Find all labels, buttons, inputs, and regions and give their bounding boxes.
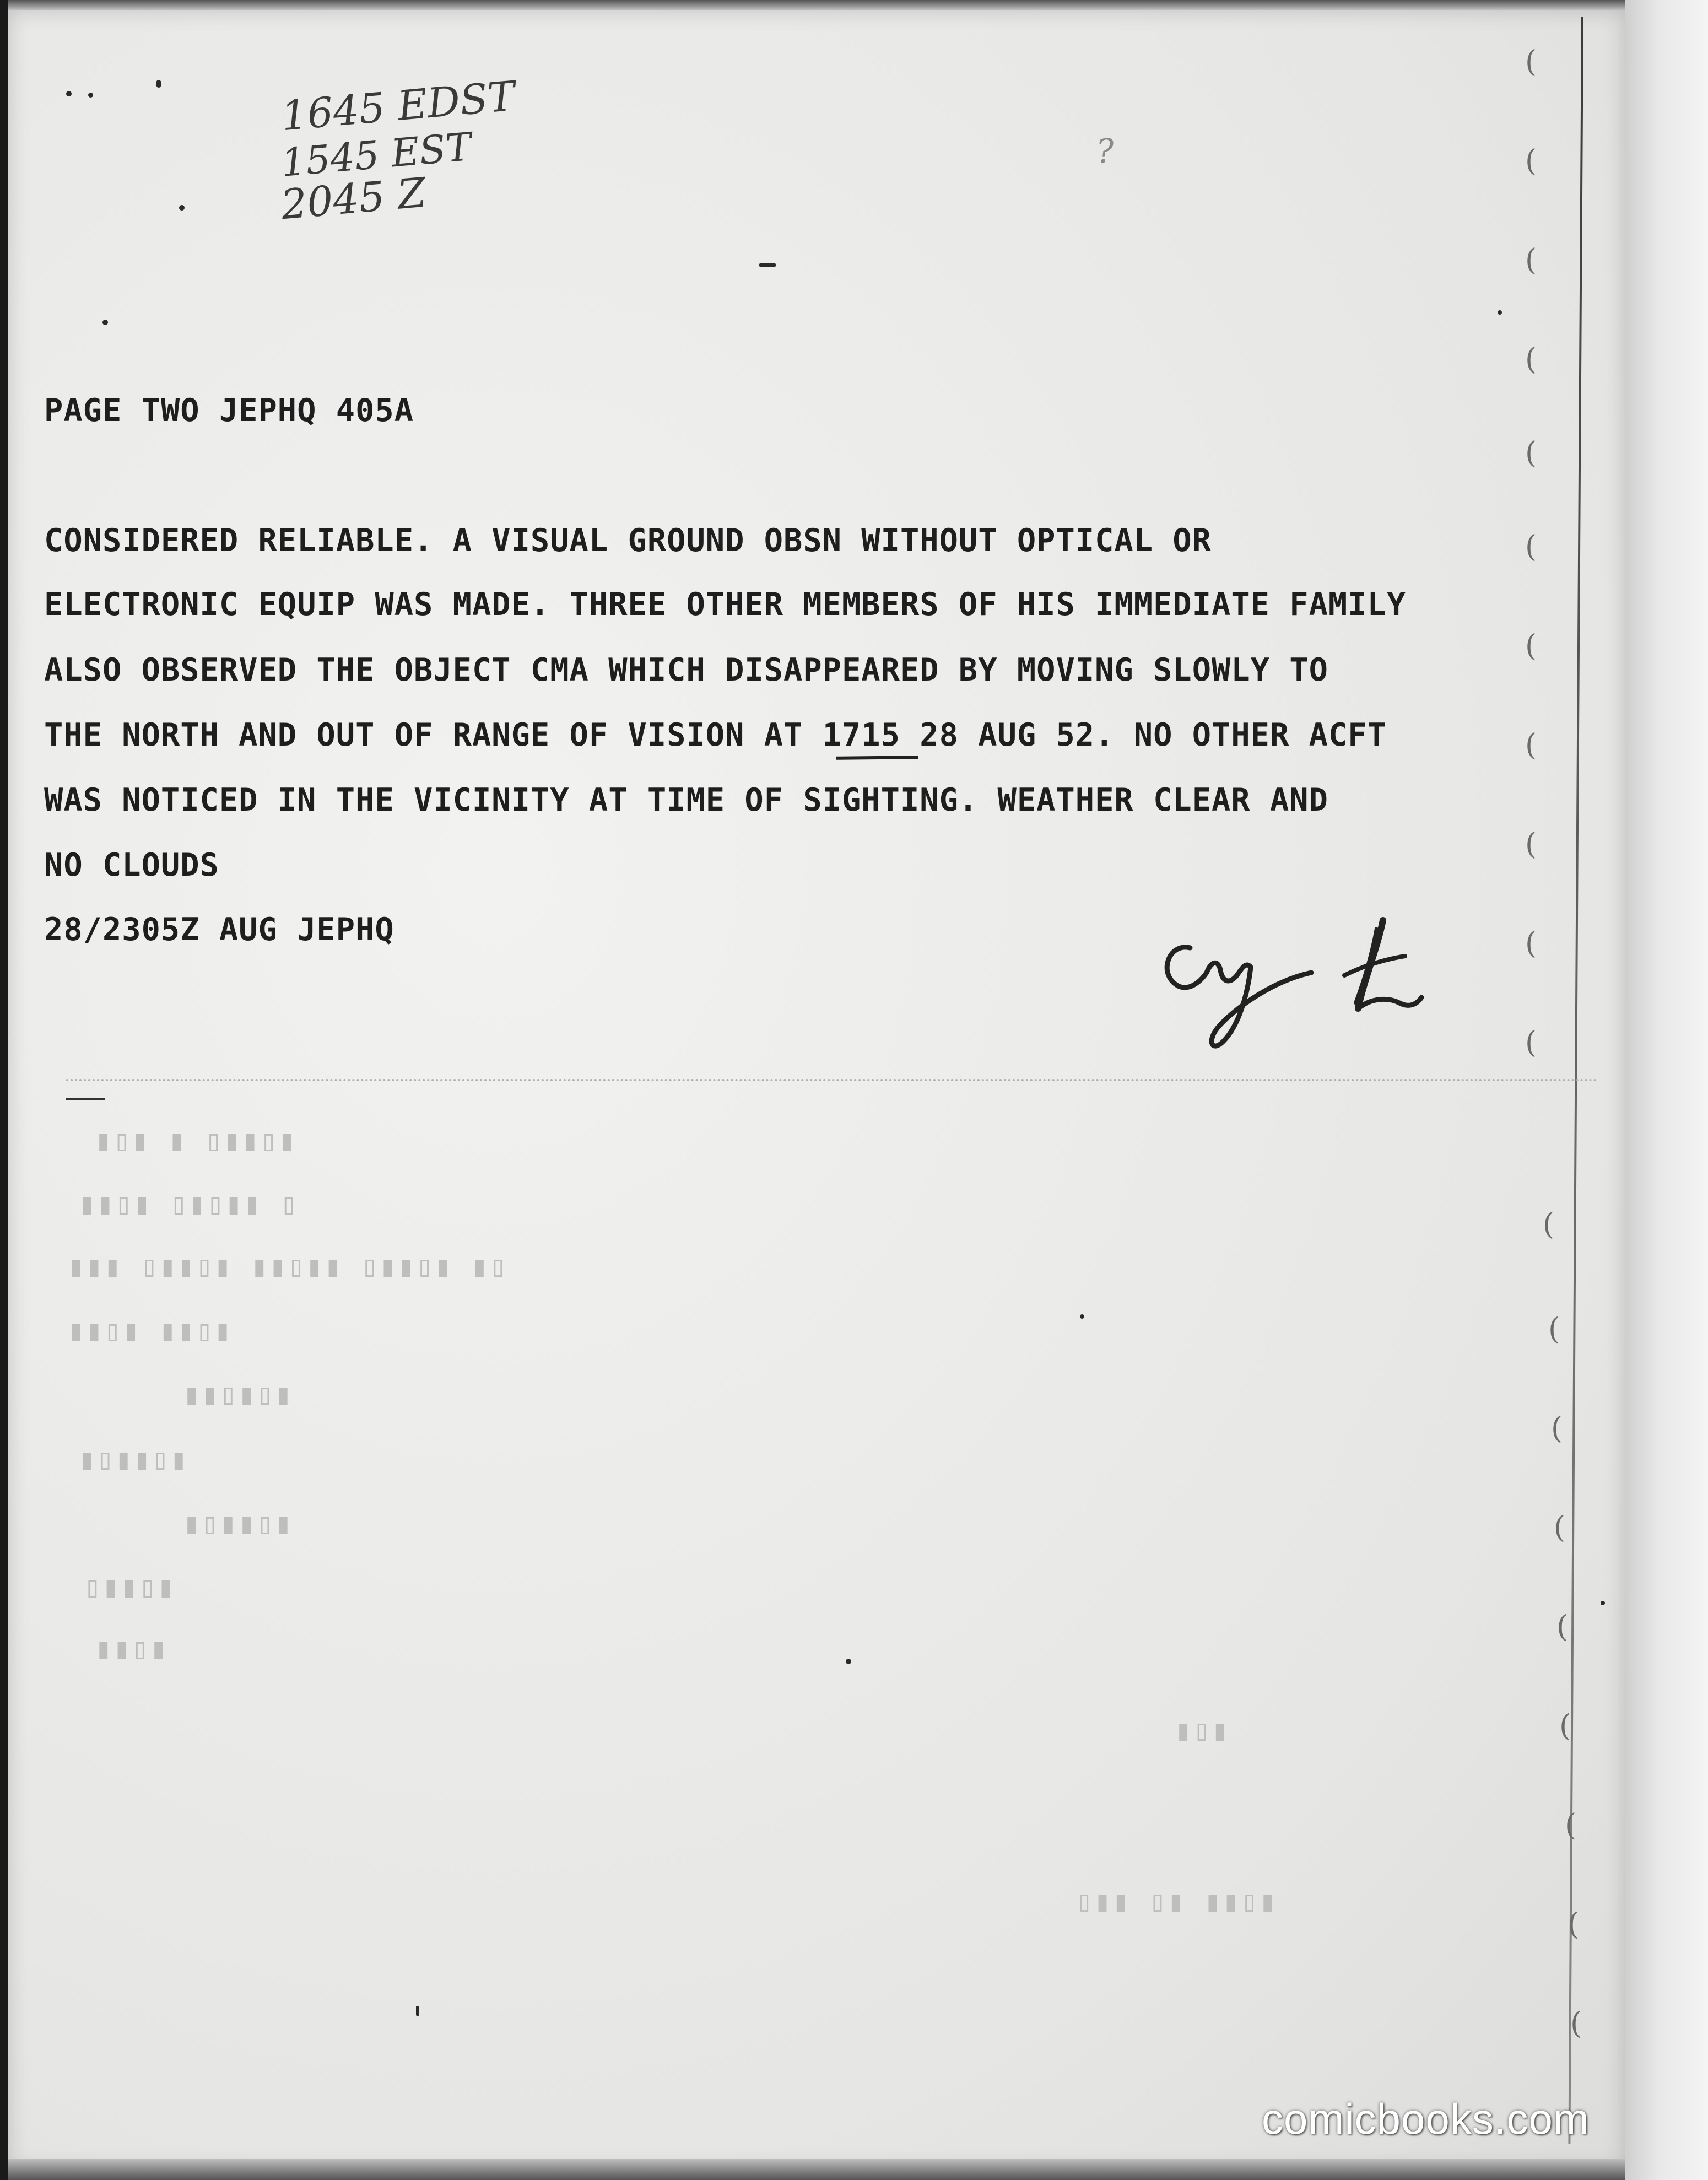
feed-hole-mark: ( bbox=[1525, 342, 1537, 376]
bleed-through-text: ▮▯▮▮ ▮▯▮▮ bbox=[66, 1314, 231, 1347]
feed-hole-mark: ( bbox=[1551, 1411, 1563, 1445]
scan-left-edge bbox=[0, 0, 8, 2180]
bleed-through-text: ▯▮ ▮▯▮▮▯ ▮▮▯▮▮ ▮▯▮▮▯ ▮▮▮ bbox=[66, 1250, 507, 1283]
scan-speck bbox=[1498, 310, 1502, 315]
bleed-through-text: ▮▯▮▮▯ bbox=[83, 1571, 175, 1604]
feed-hole-mark: ( bbox=[1525, 628, 1537, 663]
scan-speck bbox=[179, 205, 185, 211]
feed-hole-mark: ( bbox=[1570, 2006, 1582, 2041]
message-line: ELECTRONIC EQUIP WAS MADE. THREE OTHER MEMBERS OF HIS IMMEDIATE FAMILY bbox=[44, 586, 1407, 623]
feed-hole-mark: ( bbox=[1565, 1807, 1577, 1842]
handwritten-time-edst: 1645 EDST bbox=[279, 72, 517, 141]
feed-hole-mark: ( bbox=[1525, 727, 1537, 762]
scan-speck bbox=[156, 80, 161, 88]
bleed-through-text: ▮▯▮▮▯▮ bbox=[182, 1507, 292, 1540]
date-time-group: 28/2305Z AUG JEPHQ bbox=[44, 911, 394, 948]
feed-hole-mark: ( bbox=[1525, 435, 1537, 470]
feed-hole-mark: ( bbox=[1525, 529, 1537, 564]
feed-hole-mark: ( bbox=[1548, 1312, 1560, 1346]
handwritten-signature bbox=[1146, 915, 1433, 1058]
page-header: PAGE TWO JEPHQ 405A bbox=[44, 392, 414, 429]
scan-speck bbox=[759, 263, 776, 267]
feed-hole-mark: ( bbox=[1525, 44, 1537, 79]
feed-hole-mark: ( bbox=[1554, 1510, 1566, 1545]
feed-hole-mark: ( bbox=[1543, 1207, 1555, 1242]
feed-hole-mark: ( bbox=[1525, 1025, 1537, 1060]
bleed-through-text: ▮▯▮▮▯ ▮ ▮▯▮ bbox=[94, 1124, 296, 1157]
feed-hole-mark: ( bbox=[1525, 827, 1537, 861]
bleed-through-text: ▮▯▮▯▮▮ bbox=[182, 1378, 292, 1411]
scan-bottom-edge bbox=[8, 2159, 1625, 2180]
bleed-through-text: ▮▯▮ bbox=[1174, 1714, 1229, 1747]
feed-hole-mark: ( bbox=[1525, 926, 1537, 961]
scan-speck bbox=[1601, 1601, 1605, 1605]
handwritten-margin-note: ? bbox=[1095, 131, 1116, 172]
feed-hole-mark: ( bbox=[1556, 1609, 1569, 1644]
scan-speck bbox=[66, 91, 72, 96]
scan-speck bbox=[102, 320, 108, 325]
message-line: NO CLOUDS bbox=[44, 847, 219, 883]
scan-speck bbox=[88, 93, 93, 98]
feed-hole-mark: ( bbox=[1568, 1907, 1580, 1941]
scan-top-edge bbox=[8, 0, 1625, 10]
message-line: WAS NOTICED IN THE VICINITY AT TIME OF SIGHTING. WEATHER CLEAR AND bbox=[44, 782, 1328, 818]
bleed-through-text: ▮▯▮▮▯▮ bbox=[77, 1443, 187, 1476]
document-page bbox=[8, 10, 1625, 2170]
scan-speck bbox=[1080, 1314, 1084, 1319]
feed-hole-mark: ( bbox=[1525, 143, 1537, 178]
watermark: comicbooks.com bbox=[1262, 2095, 1590, 2143]
scan-right-margin bbox=[1625, 0, 1708, 2180]
message-line: ALSO OBSERVED THE OBJECT CMA WHICH DISAPPEARED BY MOVING SLOWLY TO bbox=[44, 652, 1328, 688]
tear-line bbox=[66, 1079, 1598, 1081]
bleed-through-text: ▮▯▮▮ bbox=[94, 1632, 167, 1665]
bleed-through-text: ▮▯▮▮ ▮▯ ▮▮▯ bbox=[1074, 1885, 1277, 1918]
handwritten-time-est: 1545 EST bbox=[279, 124, 474, 186]
message-line: CONSIDERED RELIABLE. A VISUAL GROUND OBSN WITHOUT OPTICAL OR bbox=[44, 522, 1212, 559]
dash-mark bbox=[66, 1098, 105, 1100]
feed-hole-mark: ( bbox=[1525, 242, 1537, 277]
message-line: THE NORTH AND OUT OF RANGE OF VISION AT 1715 28 AUG 52. NO OTHER ACFT bbox=[44, 717, 1387, 753]
scan-speck bbox=[416, 2006, 419, 2016]
feed-hole-mark: ( bbox=[1559, 1708, 1571, 1743]
handwritten-time-zulu: 2045 Z bbox=[279, 169, 428, 229]
bleed-through-text: ▯ ▮▮▯▮▯ ▮▯▮▮ bbox=[77, 1188, 298, 1221]
scan-speck bbox=[846, 1659, 851, 1664]
